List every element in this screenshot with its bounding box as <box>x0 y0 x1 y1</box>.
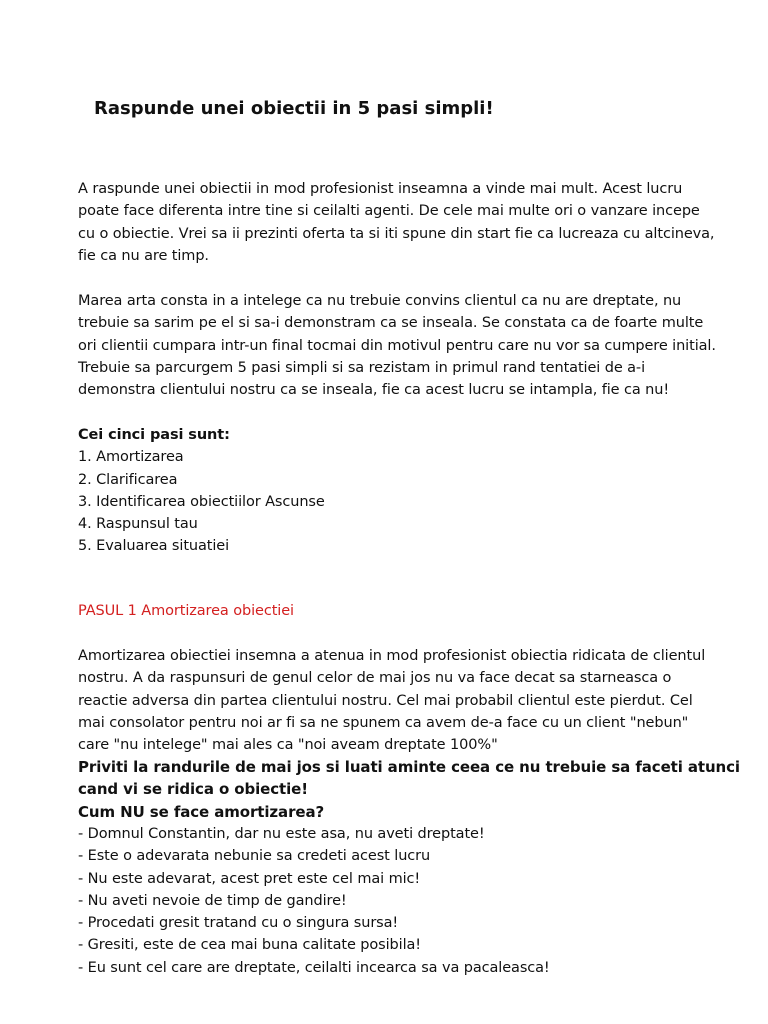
second-paragraph <box>78 290 758 401</box>
text-line: reactie adversa din partea clientului nostru. Cel mai probabil clientul este pierdut. Cel <box>78 692 693 709</box>
text-line: A raspunde unei obiectii in mod profesionist inseamna a vinde mai mult. Acest lucru <box>78 181 683 197</box>
list-item: 1. Amortizarea <box>78 449 184 466</box>
list-item: 3. Identificarea obiectiilor Ascunse <box>78 493 325 510</box>
document-title: Raspunde unei obiectii in 5 pasi simpli! <box>94 98 494 119</box>
text-line: ori clientii cumpara intr-un final tocmai din motivul pentru care nu vor sa cumpere initial. <box>78 337 716 354</box>
warning-line: cand vi se ridica o obiectie! <box>78 780 308 799</box>
list-item: - Nu este adevarat, acest pret este cel mai mic! <box>78 870 421 887</box>
list-item: - Eu sunt cel care are dreptate, ceilalti incearca sa va pacaleasca! <box>78 959 550 976</box>
steps-list <box>78 424 758 558</box>
text-line: demonstra clientului nostru ca se inseala, fie ca acest lucru se intampla, fie ca nu! <box>78 382 670 399</box>
bad-examples-list <box>78 823 758 979</box>
list-item: - Nu aveti nevoie de timp de gandire! <box>78 892 347 909</box>
list-item: 5. Evaluarea situatiei <box>78 538 230 555</box>
text-line: trebuie sa sarim pe el si sa-i demonstram ca se inseala. Se constata ca de foarte multe <box>78 315 704 332</box>
text-line: mai consolator pentru noi ar fi sa ne spunem ca avem de-a face cu un client "nebun" <box>78 714 689 731</box>
text-line: fie ca nu are timp. <box>78 247 209 264</box>
list-item: - Procedati gresit tratand cu o singura sursa! <box>78 915 399 932</box>
warning-line: Priviti la randurile de mai jos si luati aminte ceea ce nu trebuie sa faceti atunci <box>78 758 740 776</box>
steps-heading: Cei cinci pasi sunt: <box>78 427 230 443</box>
text-line: Marea arta consta in a intelege ca nu trebuie convins clientul ca nu are dreptate, nu <box>78 293 682 309</box>
text-line: cu o obiectie. Vrei sa ii prezinti oferta ta si iti spune din start fie ca lucreaza cu altcineva, <box>78 225 715 242</box>
list-item: - Gresiti, este de cea mai buna calitate posibila! <box>78 937 422 954</box>
text-line: Trebuie sa parcurgem 5 pasi simpli si sa rezistam in primul rand tentatiei de a-i <box>78 359 645 376</box>
text-line: poate face diferenta intre tine si ceilalti agenti. De cele mai multe ori o vanzare incepe <box>78 203 700 220</box>
text-line: nostru. A da raspunsuri de genul celor de mai jos nu va face decat sa starneasca o <box>78 670 672 687</box>
list-item: 2. Clarificarea <box>78 471 178 488</box>
list-item: 4. Raspunsul tau <box>78 516 198 533</box>
list-item: - Este o adevarata nebunie sa credeti acest lucru <box>78 848 431 865</box>
warning-block <box>78 756 758 823</box>
text-line: Amortizarea obiectiei insemna a atenua in mod profesionist obiectia ridicata de clientul <box>78 648 706 664</box>
list-item: - Domnul Constantin, dar nu este asa, nu aveti dreptate! <box>78 826 485 842</box>
step1-paragraph <box>78 645 758 756</box>
warning-subheading: Cum NU se face amortizarea? <box>78 802 325 821</box>
text-line: care "nu intelege" mai ales ca "noi aveam dreptate 100%" <box>78 737 498 754</box>
step1-heading: PASUL 1 Amortizarea obiectiei <box>78 603 294 619</box>
intro-paragraph <box>78 178 758 267</box>
